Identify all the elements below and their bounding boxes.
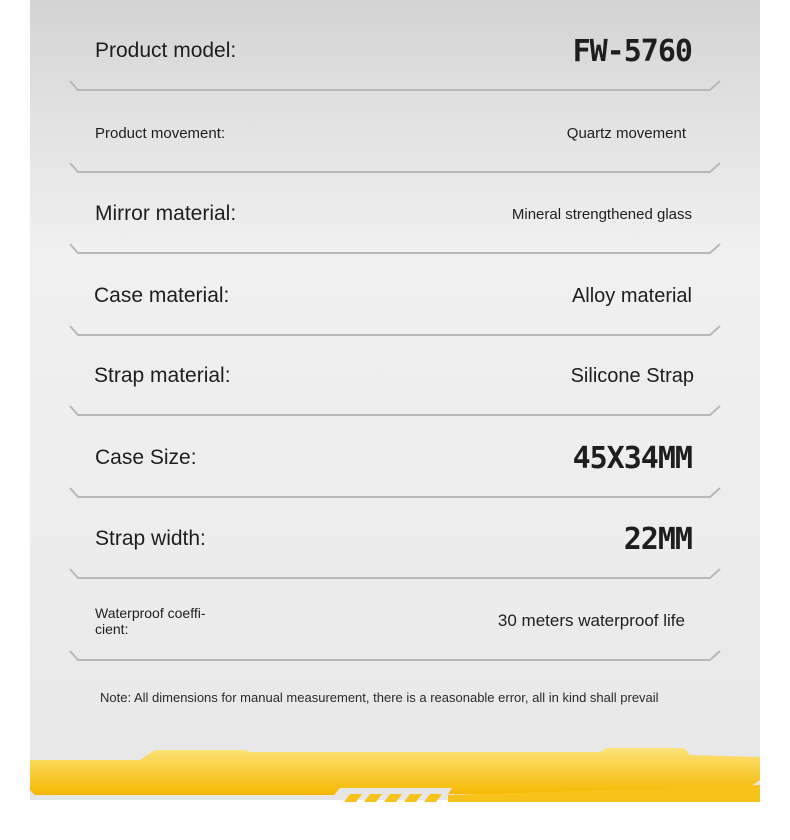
spec-label: Strap material:: [94, 364, 231, 387]
row-divider: [0, 243, 790, 255]
spec-label: Product model:: [95, 39, 237, 62]
row-divider: [0, 405, 790, 417]
row-divider: [0, 80, 790, 92]
spec-value: 30 meters waterproof life: [497, 611, 685, 630]
spec-row-movement: [0, 92, 790, 174]
spec-label: Case material:: [94, 284, 230, 307]
spec-row-case-material: [0, 255, 790, 337]
row-divider: [0, 650, 790, 662]
spec-label: Mirror material:: [95, 202, 237, 225]
spec-row-strap-width: [0, 498, 790, 580]
spec-value: 45X34MM: [572, 440, 692, 476]
spec-label: Waterproof coeffi-cient:: [95, 605, 206, 637]
spec-row-model: [0, 10, 790, 92]
footer-yellow-stripe: [0, 740, 790, 810]
spec-value: Quartz movement: [566, 124, 686, 142]
spec-label: Strap width:: [95, 527, 206, 550]
spec-value: Alloy material: [571, 284, 692, 307]
spec-value: Silicone Strap: [570, 364, 694, 387]
spec-row-waterproof: [0, 580, 790, 662]
spec-label: Case Size:: [95, 446, 197, 469]
spec-row-mirror: [0, 173, 790, 255]
spec-row-case-size: [0, 417, 790, 499]
measurement-note: Note: All dimensions for manual measurement, there is a reasonable error, all in kind shall prevail: [100, 690, 659, 705]
spec-value: FW-5760: [572, 33, 692, 69]
spec-value: Mineral strengthened glass: [511, 205, 692, 223]
spec-label: Product movement:: [95, 124, 226, 142]
spec-row-strap-material: [0, 335, 790, 417]
spec-value: 22MM: [623, 521, 692, 557]
row-divider: [0, 568, 790, 580]
